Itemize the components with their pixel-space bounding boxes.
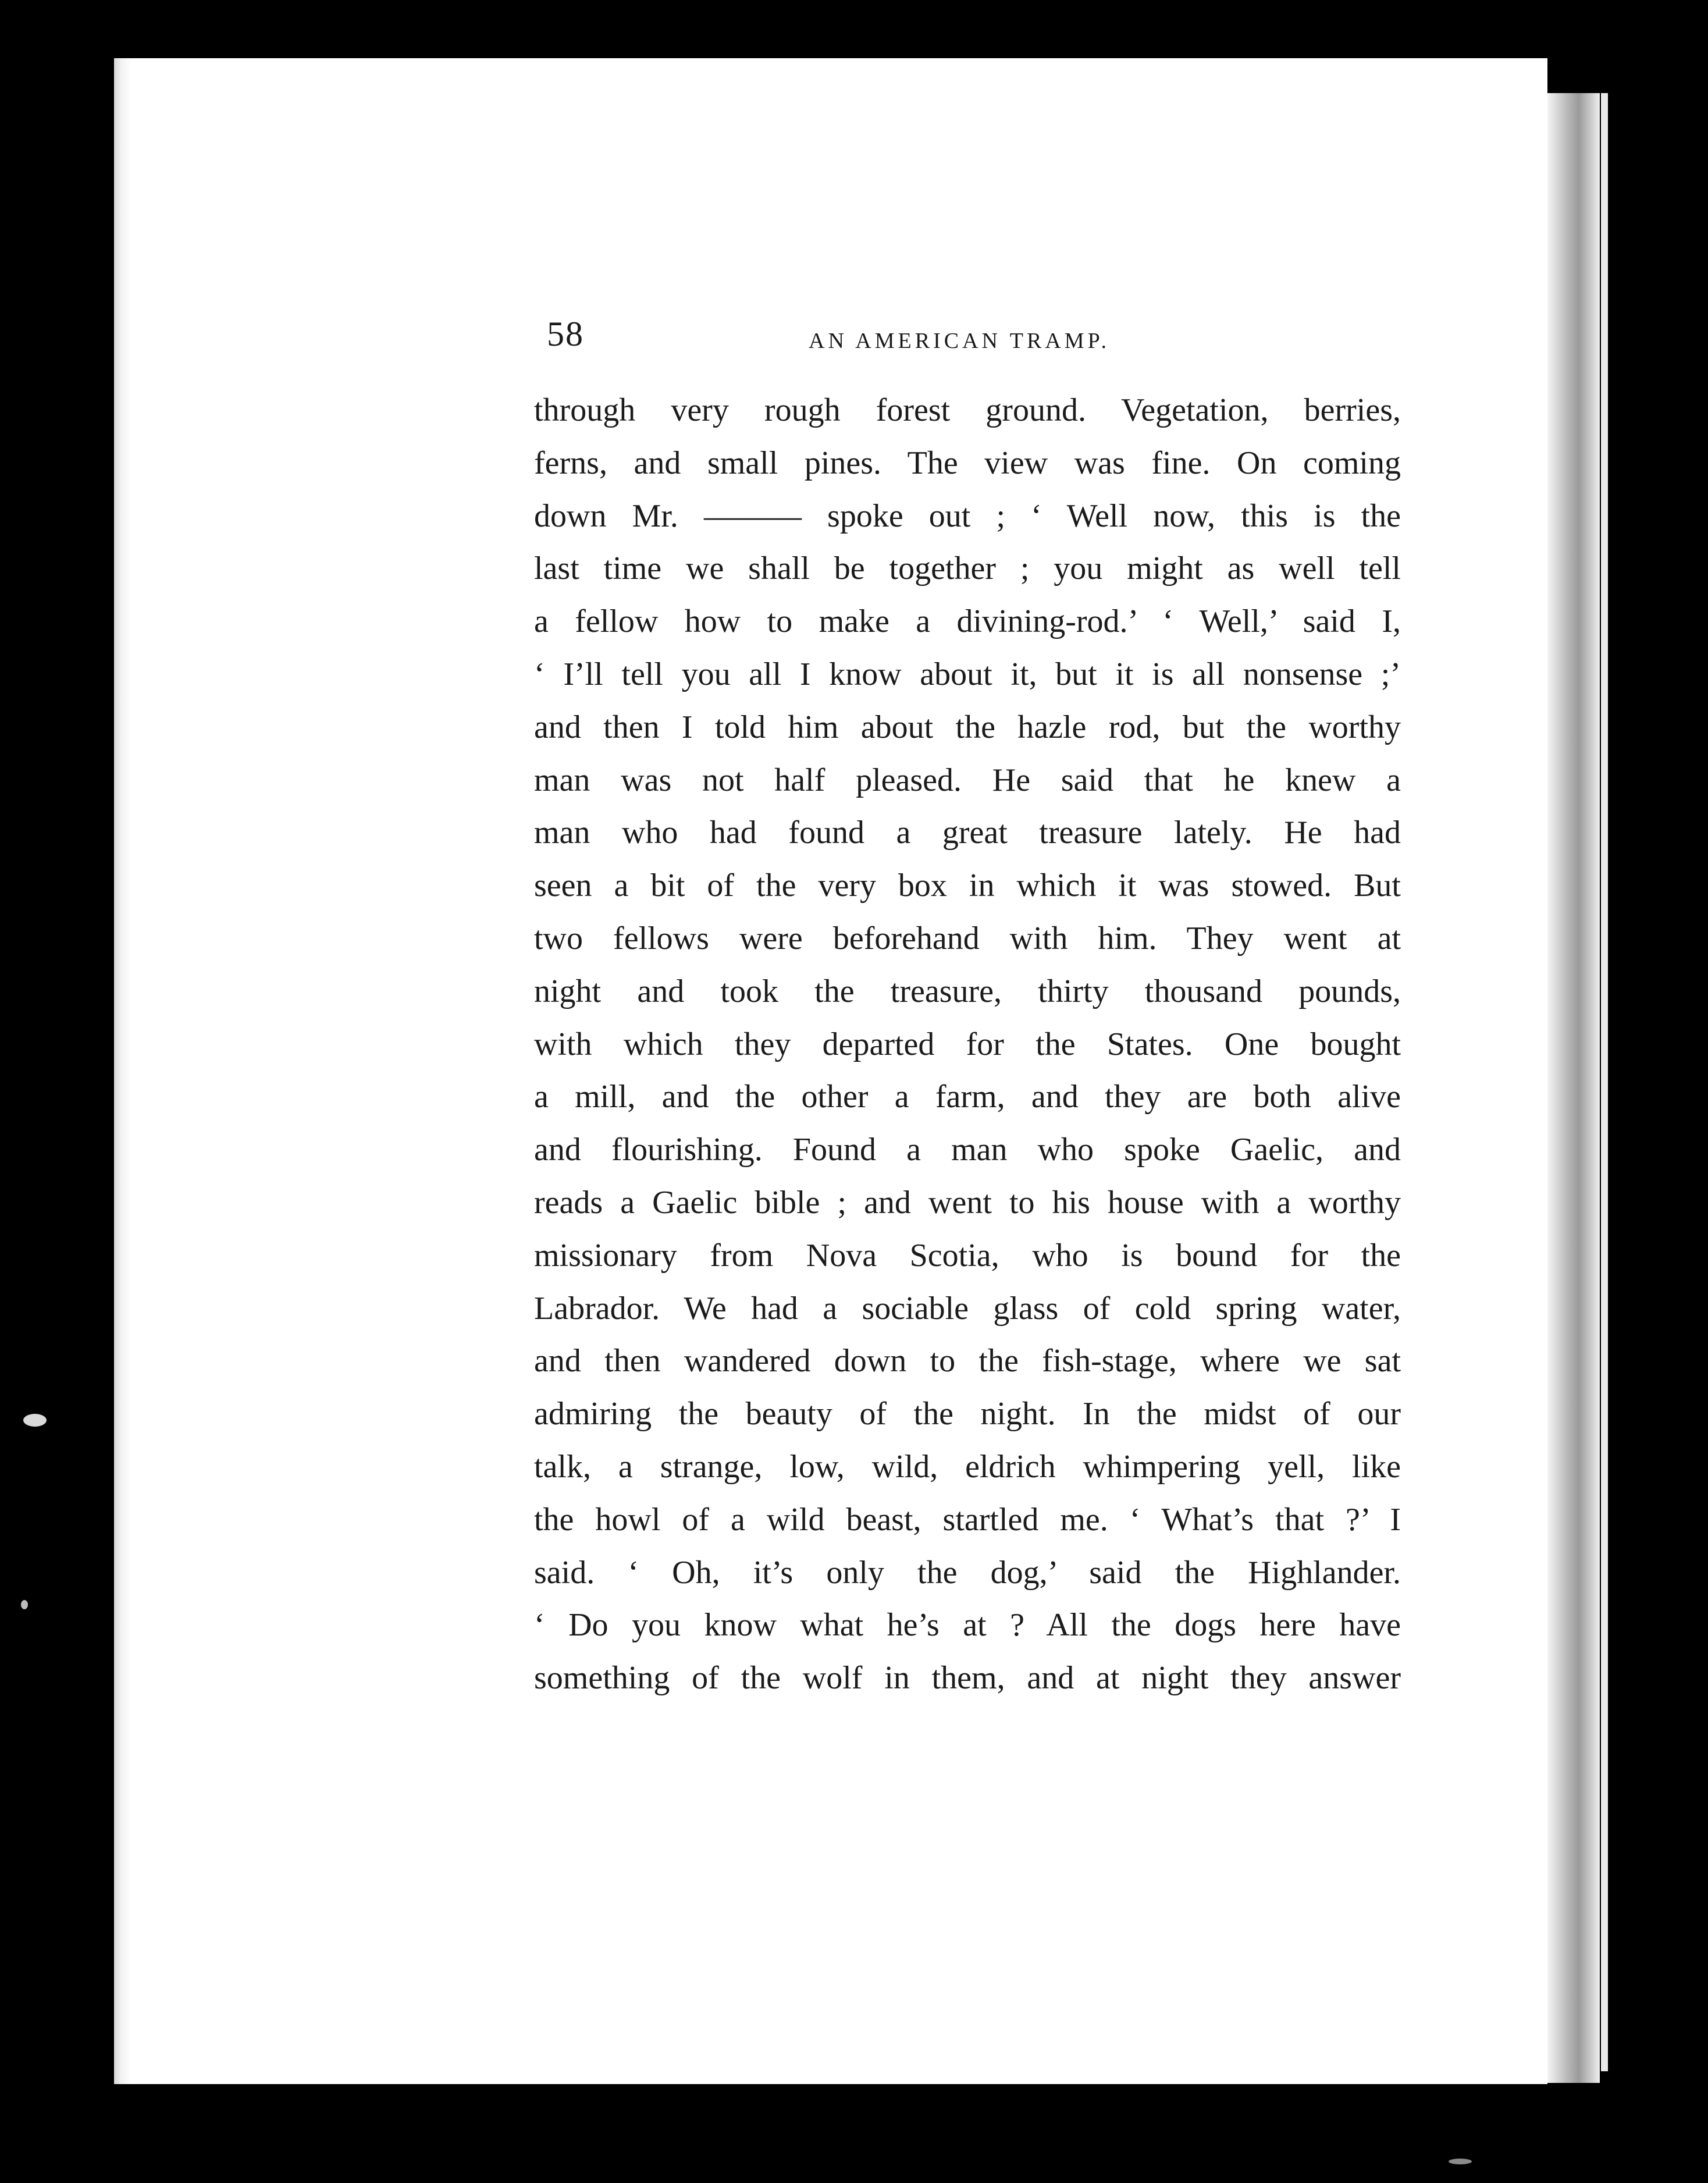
text-line: something of the wolf in them, and at night they answer [534, 1660, 1401, 1697]
text-line: ferns, and small pines. The view was fine. On coming [534, 445, 1401, 481]
text-line: down Mr. ——— spoke out ; ‘ Well now, this is the [534, 497, 1401, 534]
text-line: the howl of a wild beast, startled me. ‘ What’s that ?’ I [534, 1501, 1401, 1538]
page-header [547, 308, 1414, 367]
text-line: admiring the beauty of the night. In the midst of our [534, 1396, 1401, 1432]
text-line: seen a bit of the very box in which it was stowed. But [534, 867, 1401, 904]
text-line: a mill, and the other a farm, and they are both alive [534, 1079, 1401, 1115]
book-gutter-shadow [1547, 93, 1600, 2083]
text-line: two fellows were beforehand with him. They went at [534, 920, 1401, 957]
body-text [534, 384, 1401, 1705]
text-line: reads a Gaelic bible ; and went to his house with a worthy [534, 1184, 1401, 1221]
text-line: last time we shall be together ; you might as well tell [534, 550, 1401, 587]
text-line: missionary from Nova Scotia, who is bound for the [534, 1237, 1401, 1274]
running-head: AN AMERICAN TRAMP. [809, 329, 1110, 353]
text-line: and flourishing. Found a man who spoke Gaelic, and [534, 1132, 1401, 1168]
facing-page-edge [1601, 93, 1608, 2071]
text-line: ‘ I’ll tell you all I know about it, but it is all nonsense ;’ [534, 656, 1401, 692]
text-line: with which they departed for the States. One bought [534, 1026, 1401, 1062]
text-line: talk, a strange, low, wild, eldrich whimpering yell, like [534, 1448, 1401, 1485]
text-line: and then wandered down to the fish-stage, where we sat [534, 1343, 1401, 1380]
text-line: said. ‘ Oh, it’s only the dog,’ said the Highlander. [534, 1554, 1401, 1591]
text-line: night and took the treasure, thirty thousand pounds, [534, 973, 1401, 1009]
text-line: and then I told him about the hazle rod, but the worthy [534, 709, 1401, 745]
text-line: through very rough forest ground. Vegetation, berries, [534, 392, 1401, 428]
text-line: ‘ Do you know what he’s at ? All the dogs here have [534, 1607, 1401, 1644]
text-line: Labrador. We had a sociable glass of cold spring water, [534, 1290, 1401, 1327]
page-number: 58 [547, 315, 584, 353]
page-edge-shading [114, 58, 131, 2084]
text-line: man who had found a great treasure lately. He had [534, 815, 1401, 851]
text-line: man was not half pleased. He said that he knew a [534, 762, 1401, 798]
text-line: a fellow how to make a divining-rod.’ ‘ Well,’ said I, [534, 603, 1401, 640]
scan-speck [1449, 2159, 1472, 2164]
scan-speck [21, 1600, 28, 1609]
scan-speck [23, 1414, 47, 1427]
